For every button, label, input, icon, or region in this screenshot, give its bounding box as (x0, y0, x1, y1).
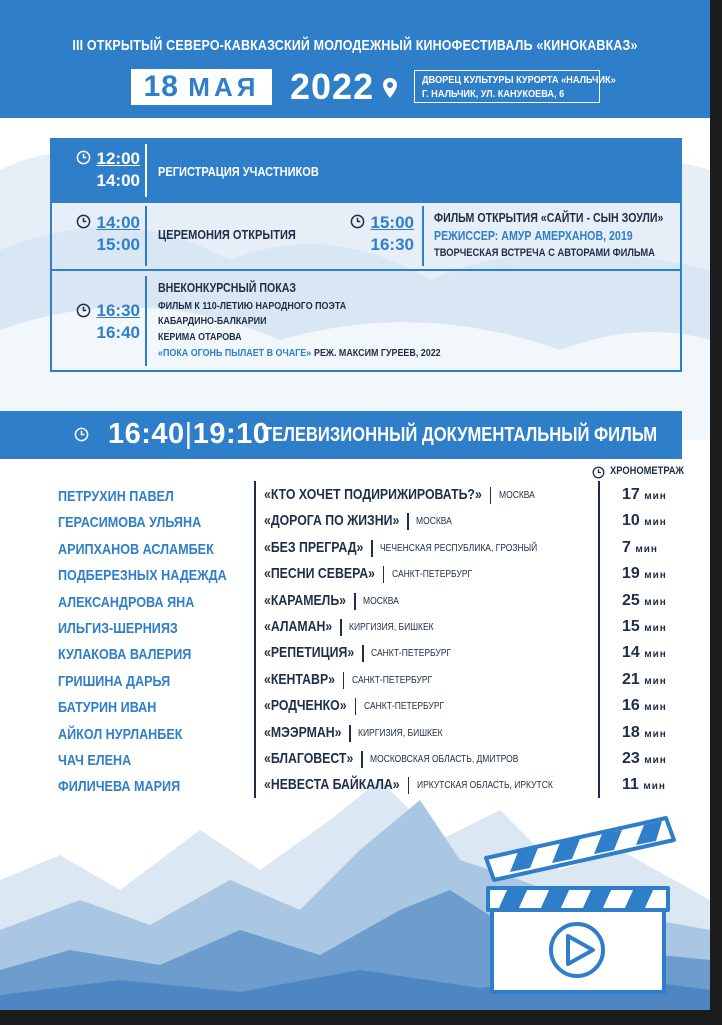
film-duration (622, 671, 667, 689)
film-row (0, 748, 710, 774)
special-line3: КЕРИМА ОТАРОВА (158, 331, 242, 343)
venue-name: ДВОРЕЦ КУЛЬТУРЫ КУРОРТА «НАЛЬЧИК» (422, 75, 616, 86)
film-row (0, 484, 710, 510)
opening-divider (145, 206, 147, 266)
film-author: ГЕРАСИМОВА УЛЬЯНА (58, 514, 202, 532)
opening-film-title: ФИЛЬМ ОТКРЫТИЯ «САЙТИ - СЫН ЗОУЛИ» (434, 211, 664, 225)
film-separator (355, 698, 357, 715)
film-author: ПЕТРУХИН ПАВЕЛ (58, 488, 174, 505)
date-month: МАЯ (188, 72, 260, 102)
film-city: САНКТ-ПЕТЕРБУРГ (351, 674, 433, 686)
film-duration-unit: мин (644, 675, 667, 687)
row-divider (52, 269, 680, 271)
film-author: АЛЕКСАНДРОВА ЯНА (58, 593, 195, 611)
film-duration-unit: мин (644, 517, 667, 529)
film-title: «КАРАМЕЛЬ» (264, 591, 346, 609)
film-city: ИРКУТСКАЯ ОБЛАСТЬ, ИРКУТСК (416, 780, 553, 792)
film-duration-value: 11 (622, 776, 639, 794)
film-city: МОСКВА (363, 595, 399, 607)
film-title: «ДОРОГА ПО ЖИЗНИ» (264, 512, 400, 530)
film-separator (371, 540, 373, 557)
opening-film-divider (422, 206, 424, 266)
opening-film-meeting: ТВОРЧЕСКАЯ ВСТРЕЧА С АВТОРАМИ ФИЛЬМА (434, 247, 655, 259)
film-separator (408, 777, 410, 794)
tv-section-banner (0, 411, 682, 459)
film-duration-unit: мин (644, 755, 667, 766)
film-duration (622, 776, 666, 794)
film-author: ПОДБЕРЕЗНЫХ НАДЕЖДА (58, 567, 227, 585)
registration-time: 12:00 14:00 (96, 149, 140, 190)
film-author: ГРИШИНА ДАРЬЯ (58, 672, 171, 690)
film-separator (354, 593, 356, 610)
film-duration (622, 592, 667, 610)
film-city: КИРГИЗИЯ, БИШКЕК (358, 727, 444, 739)
venue-box (414, 70, 616, 103)
tv-section-title: ТЕЛЕВИЗИОННЫЙ ДОКУМЕНТАЛЬНЫЙ ФИЛЬМ (262, 424, 658, 446)
film-city: САНКТ-ПЕТЕРБУРГ (391, 569, 473, 581)
opening-time: 14:00 15:00 (96, 213, 140, 254)
film-city: КИРГИЗИЯ, БИШКЕК (349, 622, 434, 633)
special-time: 16:30 16:40 (96, 301, 140, 342)
film-row (0, 616, 710, 642)
film-row (0, 563, 710, 589)
film-duration-value: 10 (622, 512, 640, 530)
festival-title: III ОТКРЫТЫЙ СЕВЕРО-КАВКАЗСКИЙ МОЛОДЕЖНЫЙ КИНОФЕСТИВАЛЬ «КИНОКАВКАЗ» (72, 38, 638, 54)
date-day: 18 (143, 70, 179, 103)
special-line2: КАБАРДИНО-БАЛКАРИИ (158, 315, 267, 327)
film-duration-unit: мин (644, 702, 667, 714)
film-duration-unit: мин (644, 596, 667, 608)
film-duration-unit: мин (644, 728, 667, 740)
film-title: «БЕЗ ПРЕГРАД» (264, 538, 364, 556)
film-city: САНКТ-ПЕТЕРБУРГ (363, 701, 444, 713)
year: 2022 (290, 66, 375, 107)
registration-divider (145, 144, 147, 197)
film-row (0, 669, 710, 695)
film-duration-unit: мин (643, 781, 666, 793)
film-duration-value: 19 (622, 565, 640, 583)
film-title: «БЛАГОВЕСТ» (264, 750, 354, 767)
row-divider (52, 201, 680, 203)
film-city: ЧЕЧЕНСКАЯ РЕСПУБЛИКА, ГРОЗНЫЙ (380, 542, 538, 554)
film-author: БАТУРИН ИВАН (58, 699, 157, 717)
special-divider (145, 276, 147, 366)
schedule-box (50, 138, 682, 372)
special-line1: ФИЛЬМ К 110-ЛЕТИЮ НАРОДНОГО ПОЭТА (158, 300, 347, 312)
tv-time-range: 16:40|19:10 (108, 418, 270, 450)
film-duration-unit: мин (644, 491, 667, 502)
film-separator (362, 645, 364, 662)
clock-icon (592, 466, 605, 479)
special-credit: РЕЖ. МАКСИМ ГУРЕЕВ, 2022 (314, 347, 441, 359)
film-row (0, 695, 710, 721)
film-duration-unit: мин (644, 623, 667, 634)
film-duration (622, 724, 667, 742)
film-separator (361, 751, 363, 768)
opening-label: ЦЕРЕМОНИЯ ОТКРЫТИЯ (158, 227, 296, 242)
film-duration (622, 512, 667, 530)
film-duration (622, 539, 658, 557)
film-title: «КТО ХОЧЕТ ПОДИРИЖИРОВАТЬ?» (264, 486, 482, 503)
film-author: АРИПХАНОВ АСЛАМБЕК (58, 540, 214, 558)
film-author: КУЛАКОВА ВАЛЕРИЯ (58, 646, 192, 664)
film-author: АЙКОЛ НУРЛАНБЕК (58, 725, 183, 743)
clock-icon (76, 214, 91, 229)
film-city: МОСКВА (416, 516, 453, 528)
map-pin-icon (381, 77, 399, 99)
opening-film-director: РЕЖИССЕР: АМУР АМЕРХАНОВ, 2019 (434, 229, 633, 243)
film-city: МОСКОВСКАЯ ОБЛАСТЬ, ДМИТРОВ (370, 754, 519, 765)
special-title: ВНЕКОНКУРСНЫЙ ПОКАЗ (158, 281, 297, 295)
film-separator (383, 566, 385, 583)
clock-icon (74, 427, 89, 442)
film-author: ФИЛИЧЕВА МАРИЯ (58, 778, 181, 796)
film-separator (349, 725, 351, 742)
film-duration-value: 21 (622, 670, 640, 688)
film-title: «МЭЭРМАН» (264, 723, 342, 741)
film-duration-unit: мин (644, 570, 667, 582)
clock-icon (76, 150, 91, 165)
film-title: «РОДЧЕНКО» (264, 697, 347, 715)
clock-icon (350, 214, 365, 229)
film-separator (490, 487, 492, 504)
film-row (0, 590, 710, 616)
film-duration-unit: мин (635, 543, 658, 555)
film-title: «ПЕСНИ СЕВЕРА» (264, 565, 375, 583)
film-author: ИЛЬГИЗ-ШЕРНИЯЗ (58, 620, 178, 637)
film-city: САНКТ-ПЕТЕРБУРГ (371, 648, 452, 660)
special-film: «ПОКА ОГОНЬ ПЫЛАЕТ В ОЧАГЕ» (158, 347, 312, 359)
film-duration (622, 750, 667, 768)
film-duration (622, 618, 667, 636)
film-title: «РЕПЕТИЦИЯ» (264, 644, 355, 662)
film-duration-value: 18 (622, 723, 640, 741)
film-duration-value: 17 (622, 486, 640, 503)
film-author: ЧАЧ ЕЛЕНА (58, 752, 132, 769)
film-separator (407, 513, 409, 530)
film-separator (343, 672, 345, 689)
film-city: МОСКВА (498, 490, 535, 501)
clapperboard-play-icon (478, 810, 678, 1000)
film-duration-unit: мин (644, 649, 667, 661)
film-duration-value: 15 (622, 618, 640, 635)
film-row (0, 537, 710, 563)
clock-icon (76, 303, 91, 318)
film-row (0, 774, 710, 800)
film-separator (340, 619, 342, 636)
header-banner (0, 0, 710, 118)
film-duration-value: 14 (622, 644, 640, 662)
tv-start: 16:40 (108, 418, 185, 450)
film-row (0, 510, 710, 536)
film-duration-value: 23 (622, 750, 640, 767)
film-title: «КЕНТАВР» (264, 670, 335, 688)
film-title: «АЛАМАН» (264, 618, 333, 635)
tv-end: 19:10 (192, 418, 270, 450)
film-duration (622, 697, 667, 715)
film-duration-value: 25 (622, 591, 640, 609)
film-duration-value: 7 (622, 538, 631, 556)
duration-header: ХРОНОМЕТРАЖ (610, 465, 685, 477)
venue-address: Г. НАЛЬЧИК, УЛ. КАНУКОЕВА, 6 (422, 89, 565, 100)
film-duration (622, 486, 667, 504)
film-duration (622, 565, 667, 583)
date-box (131, 69, 272, 105)
film-row (0, 722, 710, 748)
registration-label: РЕГИСТРАЦИЯ УЧАСТНИКОВ (158, 164, 319, 179)
film-duration (622, 644, 667, 662)
opening-film-time: 15:00 16:30 (370, 213, 414, 254)
film-row (0, 642, 710, 668)
film-title: «НЕВЕСТА БАЙКАЛА» (264, 776, 400, 794)
film-duration-value: 16 (622, 697, 640, 715)
